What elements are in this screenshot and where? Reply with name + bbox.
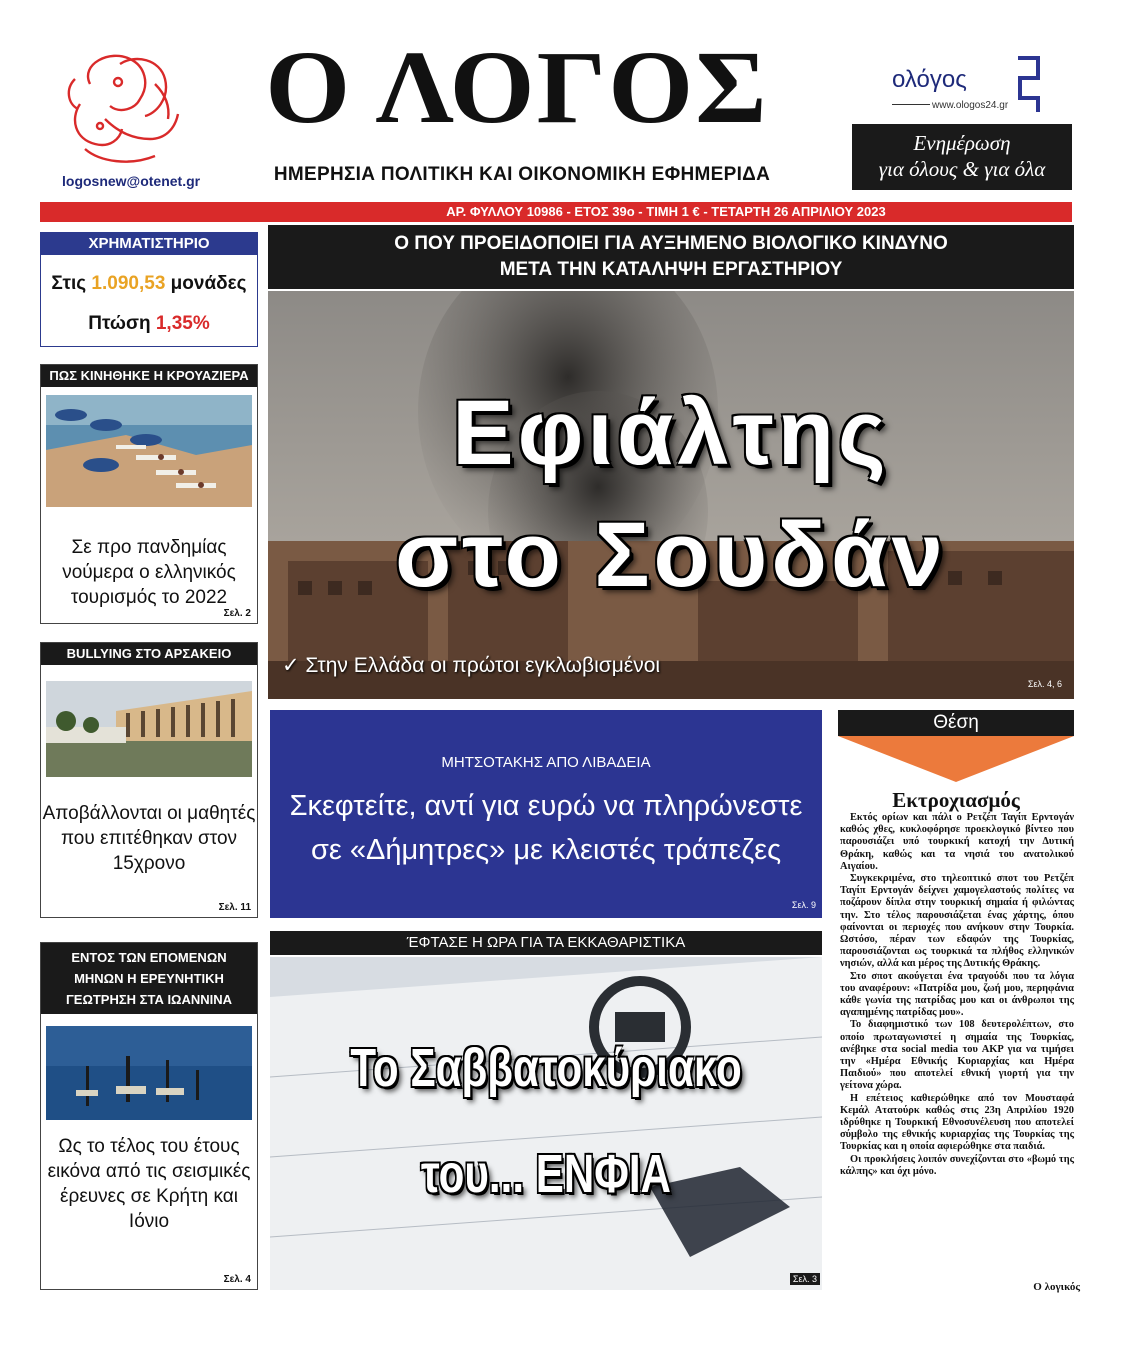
sidebar-kicker: ΕΝΤΟΣ ΤΩΝ ΕΠΟΜΕΝΩΝ ΜΗΝΩΝ Η ΕΡΕΥΝΗΤΙΚΗ ΓΕΩΤΡΗΣΗ ΣΤΑ ΙΩΑΝΝΙΝΑ <box>41 943 257 1014</box>
promo-brand: ολόγος <box>892 66 967 93</box>
lead-headline-line-1: Εφιάλτης <box>452 382 890 484</box>
contact-email[interactable]: logosnew@otenet.gr <box>62 173 201 189</box>
sidebar-article-cruise[interactable] <box>40 364 258 624</box>
editorial-section-label: Θέση <box>838 710 1074 736</box>
sidebar-kicker: ΠΩΣ ΚΙΝΗΘΗΚΕ Η ΚΡΟΥΑΖΙΕΡΑ <box>41 365 257 387</box>
editorial-paragraph: Οι προκλήσεις λοιπόν συνεχίζονται στο «βωμό της κάλπης» και όχι μόνο. <box>840 1153 1074 1177</box>
enfia-headline-line-2: του... ΕΝΦΙΑ <box>421 1144 671 1204</box>
promo-tagline-box <box>852 124 1072 190</box>
promo-tagline-1: Ενημέρωση <box>913 131 1011 155</box>
logos24-icon <box>1010 48 1046 118</box>
article-kicker: ΜΗΤΣΟΤΑΚΗΣ ΑΠΟ ΛΙΒΑΔΕΙΑ <box>441 754 651 771</box>
lead-subheadline: ✓ Στην Ελλάδα οι πρώτοι εγκλωβισμένοι <box>282 654 661 677</box>
stock-index-value: 1.090,53 <box>91 273 166 294</box>
logo-illustration <box>60 44 190 169</box>
page-ref: Σελ. 11 <box>218 902 251 913</box>
page-ref: Σελ. 3 <box>790 1273 820 1285</box>
editorial-title: Εκτροχιασμός <box>892 788 1020 812</box>
offshore-rig-photo <box>46 1026 252 1120</box>
page-ref: Σελ. 4 <box>223 1274 251 1285</box>
school-building-photo <box>46 681 252 777</box>
stock-change-value: 1,35% <box>155 313 210 334</box>
page-ref: Σελ. 2 <box>223 608 251 619</box>
promo-url[interactable]: www.ologos24.gr <box>932 100 1009 111</box>
stock-market-box <box>40 232 258 347</box>
editorial-paragraph: Το διαφημιστικό των 108 δευτερολέπτων, στο οποίο πρωταγωνιστεί η σημαία της Τουρκίας, ανέβηκε στα social media του ΑΚΡ για να τιμήσει την «Ημέρα Εθνικής Κυριαρχίας και Ημέρα Παιδιού» που αποτελεί εθνική γιορτή για την γείτονα χώρα. <box>840 1019 1074 1092</box>
newspaper-subtitle: ΗΜΕΡΗΣΙΑ ΠΟΛΙΤΙΚΗ ΚΑΙ ΟΙΚΟΝΟΜΙΚΗ ΕΦΗΜΕΡΙΔΑ <box>273 164 771 185</box>
lead-kicker-line-1: Ο ΠΟΥ ΠΡΟΕΙΔΟΠΟΙΕΙ ΓΙΑ ΑΥΞΗΜΕΝΟ ΒΙΟΛΟΓΙΚΟ ΚΙΝΔΥΝΟ <box>394 233 948 254</box>
lead-hero-image[interactable] <box>268 291 1074 699</box>
dateline-bar: ΑΡ. ΦΥΛΛΟΥ 10986 - ΕΤΟΣ 39ο - ΤΙΜΗ 1 € - ΤΕΤΑΡΤΗ 26 ΑΠΡΙΛΙΟΥ 2023 <box>40 202 1072 222</box>
page-ref: Σελ. 9 <box>791 900 816 910</box>
enfia-kicker: ΈΦΤΑΣΕ Η ΩΡΑ ΓΙΑ ΤΑ ΕΚΚΑΘΑΡΙΣΤΙΚΑ <box>270 931 822 955</box>
mitsotakis-article[interactable] <box>270 710 822 918</box>
stock-change-line: Πτώση 1,35% <box>88 313 210 334</box>
editorial-paragraph: Η επέτειος καθιερώθηκε από τον Μουσταφά Κεμάλ Ατατούρκ καθώς στις 23η Απριλίου 1920 ιδρύθηκε η Τουρκική Εθνοσυνέλευση που αποτελεί σύμβολο της εθνικής κυριαρχίας της Τουρκίας της Τουρκίας και η οποία αφιερώθηκε στα παιδιά. <box>840 1092 1074 1153</box>
editorial-paragraph: Στο σποτ ακούγεται ένα τραγούδι που τα λόγια του αναφέρουν: «Πατρίδα μου, ζωή μου, περηφάνια κάθε γωνία της πατρίδας μου και οι άνθρωποι της αγαπημένης πατρίδας μου». <box>840 970 1074 1019</box>
newspaper-title: Ο ΛΟΓΟΣ <box>265 30 769 145</box>
promo-rule <box>892 104 930 105</box>
enfia-headline-line-1: Το Σαββατοκύριακο <box>350 1038 742 1098</box>
tax-document-photo <box>270 957 822 1290</box>
sidebar-text: Σε προ πανδημίας νούμερα ο ελληνικός τουρισμός το 2022 <box>62 537 236 608</box>
lead-kicker-banner <box>268 225 1074 289</box>
editorial-paragraph: Συγκεκριμένα, στο τηλεοπτικό σποτ του Ρετζέπ Ταγίπ Ερντογάν δείχνει χαμογελαστούς πολίτες να ποζάρουν δίπλα στην τουρκική σημαία ή φιλώντας την. Στο τέλος παρουσιάζεται ένας χάρτης, όπου φαίνονται οι περιοχές που ανήκουν στην Τουρκία. Ωστόσο, πέραν των εδαφών της Τουρκίας, παρουσιάζονται ως τουρκικά τα πλήθος ελληνικών νησιών, αλλά και μέρος της Δυτικής Θράκης. <box>840 873 1074 970</box>
article-headline: Σκεφτείτε, αντί για ευρώ να πληρώνεστε σε «Δήμητρες» με κλειστές τράπεζες <box>289 790 803 866</box>
stock-index-line: Στις 1.090,53 μονάδες <box>51 273 247 294</box>
lead-headline-line-2: στο Σουδάν <box>395 504 947 606</box>
editorial-paragraph: Εκτός ορίων και πάλι ο Ρετζέπ Ταγίπ Ερντογάν καθώς χθες, κυκλοφόρησε προεκλογικό βίντεο που παρουσιάζει υπό τουρκική κατοχή την Δυτική Θράκη, καθώς και τα νησιά του ανατολικού Αιγαίου. <box>840 812 1074 872</box>
lead-kicker-line-2: ΜΕΤΑ ΤΗΝ ΚΑΤΑΛΗΨΗ ΕΡΓΑΣΤΗΡΙΟΥ <box>499 259 843 280</box>
editorial-body <box>840 812 1074 1178</box>
sidebar-article-bullying[interactable] <box>40 642 258 918</box>
sidebar-article-drilling[interactable] <box>40 942 258 1290</box>
editorial-arrow <box>838 736 1074 782</box>
enfia-article[interactable] <box>270 957 822 1290</box>
stock-market-header: ΧΡΗΜΑΤΙΣΤΗΡΙΟ <box>41 233 257 255</box>
beach-photo <box>46 395 252 507</box>
promo-tagline-2: για όλους & για όλα <box>878 157 1046 181</box>
page-ref: Σελ. 4, 6 <box>1027 679 1062 689</box>
sidebar-kicker: BULLYING ΣΤΟ ΑΡΣΑΚΕΙΟ <box>41 643 257 665</box>
editorial-signature: Ο λογικός <box>1033 1281 1080 1293</box>
smoke-city-photo <box>268 291 1074 699</box>
sidebar-text: Ως το τέλος του έτους εικόνα από τις σεισμικές έρευνες σε Κρήτη και Ιόνιο <box>47 1136 251 1232</box>
sidebar-text: Αποβάλλονται οι μαθητές που επιτέθηκαν στον 15χρονο <box>42 803 256 874</box>
